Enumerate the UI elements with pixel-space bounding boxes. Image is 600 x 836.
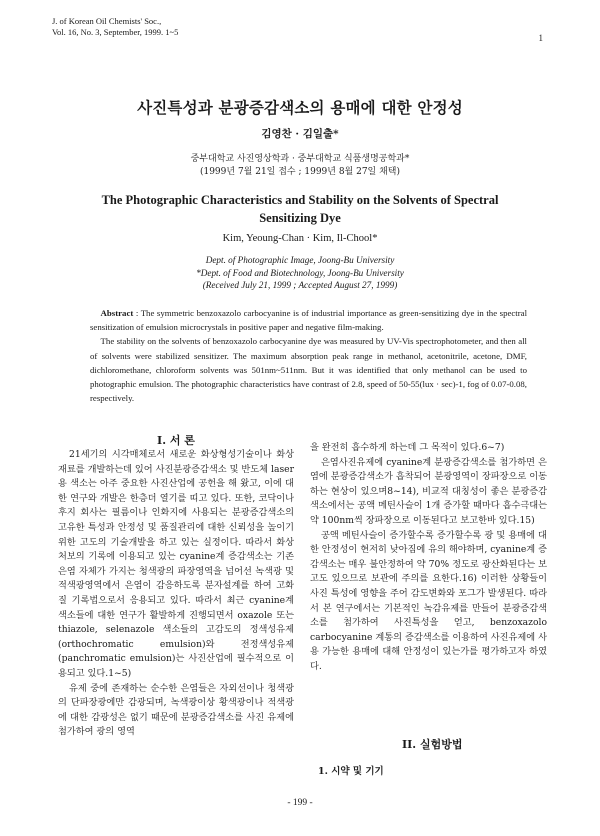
affiliation-english-line2: *Dept. of Food and Biotechnology, Joong-Bu University: [196, 267, 404, 278]
authors-english: Kim, Yeoung-Chan · Kim, Il-Chool*: [222, 233, 378, 244]
received-date-english: (Received July 21, 1999 ; Accepted August 27, 1999): [202, 280, 398, 290]
abstract-separator: :: [133, 308, 141, 318]
left-column: [58, 448, 294, 740]
journal-volume: Vol. 16, No. 3, September, 1999. 1~5: [52, 27, 179, 37]
intro-paragraph-4: 은염사진유제에 cyanine계 분광증감색소를 첨가하면 은염에 분광증감색소가 흡착되어 분광영역이 장파장으로 이동하는 현상이 있으며8~14), 비교적 대칭성이 좋은 분광증감색소에서는 공액 메틴사슬이 1개 증가할 때마다 흡수극대는 약 100nm씩 장파장으로 이동된다고 보고한바 있다.15): [310, 456, 547, 526]
right-column: [310, 441, 547, 675]
page-number-footer: - 199 -: [287, 798, 313, 808]
authors-korean: 김영찬 · 김일출*: [261, 128, 339, 140]
abstract-text-1: The symmetric benzoxazolo carbocyanine is of industrial importance as green-sensitizing dye in the spectral sensitization of emulsion microcrystals in positive paper and negative film-making.: [90, 308, 528, 333]
intro-paragraph-5: 공액 메틴사슬이 증가할수록 증가할수록 광 및 용매에 대한 안정성이 현저히 낮아짐에 유의 해야하며, cyanine계 증감색소는 매우 불안정하여 약 70% 정도로 광산화된다는 보고도 있으므로 보관에 주의를 요한다.16) 이러한 상황들이 사진 특성에 영향을 주어 감도변화와 포그가 발생된다. 따라서 본 연구에서는 기본적인 녹감유제를 만들어 분광증감색소를 첨가하여 사진특성을 얻고, benzoxazolo carbocyanine 계통의 증감색소를 이용하여 사진유제에 사용 가능한 용매에 대해 안정성이 있는가를 평가하고자 하였다.: [310, 529, 547, 672]
received-date-korean: (1999년 7월 21일 접수 ; 1999년 8월 27일 채택): [199, 167, 401, 177]
intro-paragraph-1: 21세기의 시각매체로서 새로운 화상형성기술이나 화상재료를 개발하는데 있어 사진분광증감색소 및 반도체 laser용 색소는 아주 중요한 사진산업에 공헌을 해 왔고, 이에 대한 연구와 개발은 한층더 열기를 띠고 있다. 또한, 코닥이나 후지 회사는 필름이나 인화지에 사용되는 분광증감색소의 고유한 특성과 안정성 및 품질관리에 대한 신뢰성을 높이기 위한 고도의 기술개발을 하고 있는 실정이다. 따라서 화상처보의 기록에 이용되고 있는 cyanine계 증감색소는 기존 은염 자체가 가지는 청색광의 파장영역을 넘어선 녹색광 및 적색광영역에서 은염이 감응하도록 분자설계를 하여 고화질 기록법으로서 응용되고 있다. 따라서 최근 cyanine계 색소들에 대한 연구가 활발하게 진행되면서 oxazole 또는 thiazole, selenazole 색소들의 고감도의 정색성유제(orthochromatic emulsion)와 전정색성유제(panchromatic emulsion)는 사진산업에 필수적으로 이용되고 있다.1~5): [58, 449, 294, 679]
subsection-heading-reagents: 1. 시약 및 기기: [318, 766, 384, 777]
abstract-label: Abstract: [100, 308, 134, 318]
abstract-paragraph-1: [90, 306, 527, 334]
section-heading-methods: II. 실험방법: [402, 738, 463, 751]
intro-paragraph-3: 을 완전히 흡수하게 하는데 그 목적이 있다.6~7): [310, 442, 505, 453]
section-heading-introduction: I. 서 론: [157, 434, 195, 447]
affiliation-korean: [0, 153, 600, 179]
paper-title-english-line1: The Photographic Characteristics and Stability on the Solvents of Spectral: [101, 193, 499, 207]
journal-name: J. of Korean Oil Chemists' Soc.,: [52, 16, 162, 26]
journal-info: [52, 16, 178, 38]
abstract: [90, 306, 527, 405]
paper-title-english: [0, 191, 600, 227]
affiliation-english: [0, 254, 600, 292]
intro-paragraph-2: 유제 중에 존재하는 순수한 은염들은 자외선이나 청색광의 단파장광에만 감광되며, 녹색광이상 황색광이나 적색광에 대한 감광성은 없기 때문에 분광증감색소를 사진 유제에 첨가하여 광의 영역: [58, 682, 294, 738]
affiliation-korean-line: 중부대학교 사진영상학과 · 중부대학교 식품생명공학과*: [190, 154, 410, 164]
affiliation-english-line1: Dept. of Photographic Image, Joong-Bu University: [205, 255, 395, 265]
page-number-top: 1: [538, 33, 543, 43]
abstract-paragraph-2: The stability on the solvents of benzoxazolo carbocyanine dye was measured by UV-Vis spectrophotometer, and then all of solvents were stabilized sensitizer. The maximum absorption peak range in methanol, acetonitrile, acetone, DMF, dichloromethane, chloroform solvents was 501nm~511nm. But it was identified that only methanol can be used to photographic emulsion. The photographic characteristics have contrast of 2.8, speed of 50-55(lux · sec)-1, fog of 0.07-0.08, respectively.: [90, 336, 527, 404]
paper-title-korean: 사진특성과 분광증감색소의 용매에 대한 안정성: [137, 98, 463, 117]
paper-title-english-line2: Sensitizing Dye: [259, 211, 341, 225]
